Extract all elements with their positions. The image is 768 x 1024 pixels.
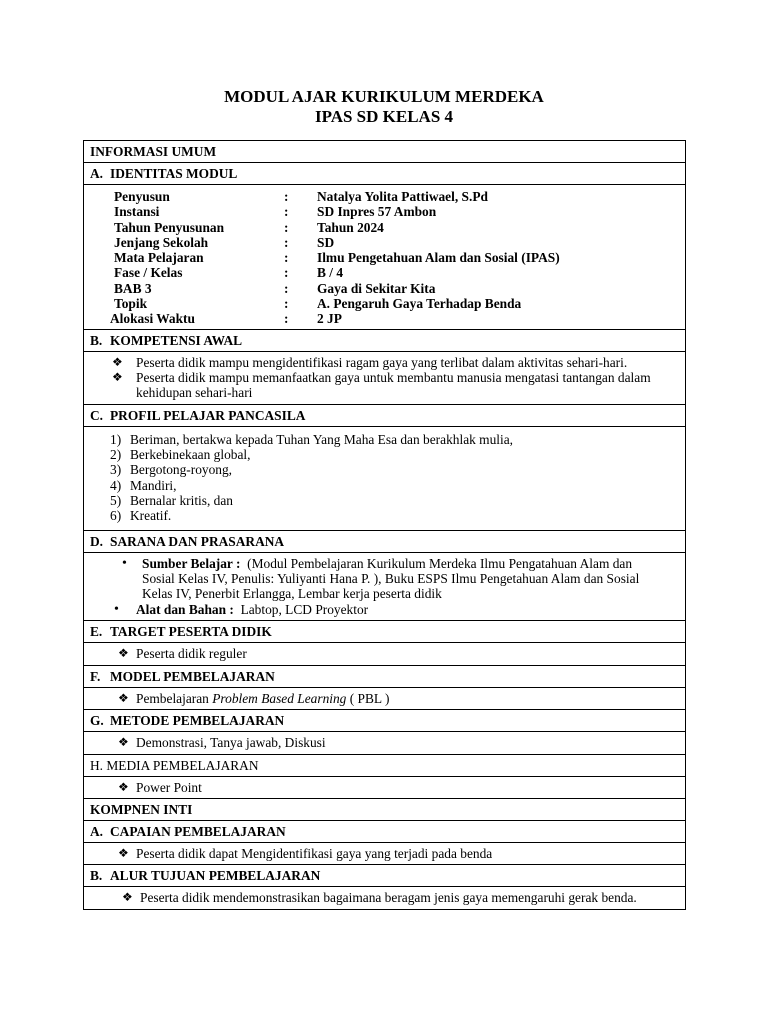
identitas-row <box>110 265 560 280</box>
numbered-item <box>110 478 679 493</box>
list-item <box>90 355 679 370</box>
section-heading: CAPAIAN PEMBELAJARAN <box>110 823 286 839</box>
identitas-header <box>84 163 686 185</box>
section-letter: B. <box>90 868 103 884</box>
list-item-text: Peserta didik reguler <box>136 646 247 662</box>
identitas-colon: : <box>284 250 289 266</box>
identitas-value: Tahun 2024 <box>317 219 384 235</box>
identitas-value: Gaya di Sekitar Kita <box>317 280 436 296</box>
numbered-item <box>110 432 679 447</box>
diamond-bullet-icon: ❖ <box>112 354 123 369</box>
identitas-label: Jenjang Sekolah <box>114 234 209 250</box>
list-item-text: Power Point <box>136 779 202 795</box>
section-letter: C. <box>90 407 104 423</box>
profil-header <box>84 404 686 426</box>
section-letter: A. <box>90 166 104 181</box>
dot-bullet-icon: • <box>114 601 119 617</box>
model-header <box>84 665 686 687</box>
module-table <box>83 140 686 910</box>
list-item-text: Demonstrasi, Tanya jawab, Diskusi <box>136 735 326 751</box>
model-name: Problem Based Learning <box>212 690 347 706</box>
profil-list <box>110 432 679 524</box>
list-item <box>90 890 679 905</box>
identitas-colon: : <box>284 204 289 220</box>
item-text: Bergotong-royong, <box>130 462 233 478</box>
identitas-colon: : <box>284 280 289 296</box>
komponen-inti-header: KOMPNEN INTI <box>84 798 686 820</box>
model-suffix: ( PBL ) <box>349 690 390 706</box>
list-item <box>90 691 679 706</box>
numbered-item <box>110 447 679 462</box>
identitas-label: Fase / Kelas <box>114 265 183 281</box>
media-body <box>84 776 686 798</box>
identitas-colon: : <box>284 219 289 235</box>
metode-body <box>84 732 686 754</box>
identitas-colon: : <box>284 296 289 312</box>
informasi-umum-header: INFORMASI UMUM <box>84 141 686 163</box>
diamond-bullet-icon: ❖ <box>118 735 129 750</box>
identitas-list <box>110 189 560 327</box>
item-text: Berkebinekaan global, <box>130 447 251 463</box>
list-item <box>90 646 679 661</box>
identitas-row <box>110 250 560 265</box>
metode-header <box>84 710 686 732</box>
alat-text: Labtop, LCD Proyektor <box>240 601 369 617</box>
list-item <box>90 370 679 401</box>
identitas-value: 2 JP <box>317 311 342 327</box>
list-item <box>90 556 679 602</box>
numbered-item <box>110 493 679 508</box>
alur-body <box>84 887 686 909</box>
identitas-label: Alokasi Waktu <box>110 311 195 327</box>
sarana-header <box>84 530 686 552</box>
identitas-body <box>84 185 686 330</box>
diamond-bullet-icon: ❖ <box>112 370 123 385</box>
list-item <box>90 602 679 617</box>
title-line-2: IPAS SD KELAS 4 <box>314 107 454 126</box>
section-letter: G. <box>90 713 104 729</box>
section-heading: METODE PEMBELAJARAN <box>110 713 285 729</box>
section-heading: ALUR TUJUAN PEMBELAJARAN <box>110 868 321 884</box>
section-letter: A. <box>90 823 104 839</box>
identitas-label: Instansi <box>114 204 160 220</box>
identitas-row <box>110 296 560 311</box>
numbered-item <box>110 462 679 477</box>
model-body <box>84 687 686 709</box>
section-letter: B. <box>90 332 103 348</box>
model-prefix: Pembelajaran <box>136 690 209 706</box>
section-letter: F. <box>90 668 101 684</box>
item-number: 5) <box>110 493 122 509</box>
list-item-text: Peserta didik mampu memanfaatkan gaya untuk membantu manusia mengatasi tantangan dalam kehidupan sehari-hari <box>136 370 651 401</box>
kompetensi-header <box>84 329 686 351</box>
list-item <box>90 780 679 795</box>
document-title <box>0 87 768 127</box>
dot-bullet-icon: • <box>122 555 127 571</box>
list-item-text: Peserta didik mampu mengidentifikasi ragam gaya yang terlibat dalam aktivitas sehari-hari. <box>136 354 628 370</box>
identitas-row <box>110 204 560 219</box>
diamond-bullet-icon: ❖ <box>118 690 129 705</box>
item-text: Kreatif. <box>130 508 172 524</box>
section-heading: PROFIL PELAJAR PANCASILA <box>110 407 306 423</box>
alat-label: Alat dan Bahan : <box>136 601 234 617</box>
item-number: 1) <box>110 431 122 447</box>
section-heading: SARANA DAN PRASARANA <box>110 533 285 549</box>
list-item <box>90 735 679 750</box>
list-item <box>90 846 679 861</box>
sumber-text: (Modul Pembelajaran Kurikulum Merdeka Ilmu Pengatahuan Alam dan Sosial Kelas IV, Penulis: Yuliyanti Hana P. ), Buku ESPS Ilmu Pengetahuan Alam dan Sosial Kelas IV, Penerbit Erlangga, Lembar kerja peserta didik <box>142 555 640 602</box>
diamond-bullet-icon: ❖ <box>118 779 129 794</box>
section-letter: D. <box>90 533 104 549</box>
identitas-label: Tahun Penyusunan <box>114 219 225 235</box>
numbered-item <box>110 508 679 523</box>
identitas-value: Natalya Yolita Pattiwael, S.Pd <box>317 189 488 204</box>
identitas-row <box>110 235 560 250</box>
diamond-bullet-icon: ❖ <box>122 890 133 905</box>
section-heading: KOMPETENSI AWAL <box>110 332 243 348</box>
section-letter: E. <box>90 624 103 640</box>
identitas-label: BAB 3 <box>114 280 152 296</box>
identitas-value: SD <box>317 234 335 250</box>
item-text: Beriman, bertakwa kepada Tuhan Yang Maha Esa dan berakhlak mulia, <box>130 431 514 447</box>
identitas-row <box>110 220 560 235</box>
item-text: Mandiri, <box>130 477 177 493</box>
target-header <box>84 621 686 643</box>
identitas-colon: : <box>284 311 289 327</box>
identitas-row <box>110 311 560 326</box>
section-heading: MODEL PEMBELAJARAN <box>110 668 275 684</box>
identitas-colon: : <box>284 265 289 281</box>
section-heading: IDENTITAS MODUL <box>110 166 238 181</box>
profil-body <box>84 426 686 530</box>
target-body <box>84 643 686 665</box>
sumber-label: Sumber Belajar : <box>142 555 241 571</box>
capaian-body <box>84 842 686 864</box>
item-text: Bernalar kritis, dan <box>130 493 233 509</box>
item-number: 3) <box>110 462 122 478</box>
kompetensi-body <box>84 351 686 404</box>
identitas-value: Ilmu Pengetahuan Alam dan Sosial (IPAS) <box>317 250 560 266</box>
list-item-text: Peserta didik mendemonstrasikan bagaimana beragam jenis gaya memengaruhi gerak benda. <box>140 890 637 906</box>
media-header: H. MEDIA PEMBELAJARAN <box>84 754 686 776</box>
identitas-value: B / 4 <box>317 265 344 281</box>
item-number: 4) <box>110 477 122 493</box>
identitas-label: Topik <box>114 296 148 312</box>
identitas-label: Penyusun <box>114 189 170 204</box>
diamond-bullet-icon: ❖ <box>118 646 129 661</box>
identitas-value: SD Inpres 57 Ambon <box>317 204 437 220</box>
item-number: 6) <box>110 508 122 524</box>
diamond-bullet-icon: ❖ <box>118 845 129 860</box>
sarana-body <box>84 552 686 621</box>
title-line-1: MODUL AJAR KURIKULUM MERDEKA <box>224 87 544 106</box>
identitas-row <box>110 281 560 296</box>
identitas-row <box>110 189 560 204</box>
section-heading: TARGET PESERTA DIDIK <box>110 624 272 640</box>
identitas-label: Mata Pelajaran <box>114 250 204 266</box>
identitas-value: A. Pengaruh Gaya Terhadap Benda <box>317 296 522 312</box>
alur-header <box>84 865 686 887</box>
identitas-colon: : <box>284 234 289 250</box>
capaian-header <box>84 820 686 842</box>
list-item-text: Peserta didik dapat Mengidentifikasi gaya yang terjadi pada benda <box>136 845 493 861</box>
item-number: 2) <box>110 447 122 463</box>
identitas-colon: : <box>284 189 289 204</box>
